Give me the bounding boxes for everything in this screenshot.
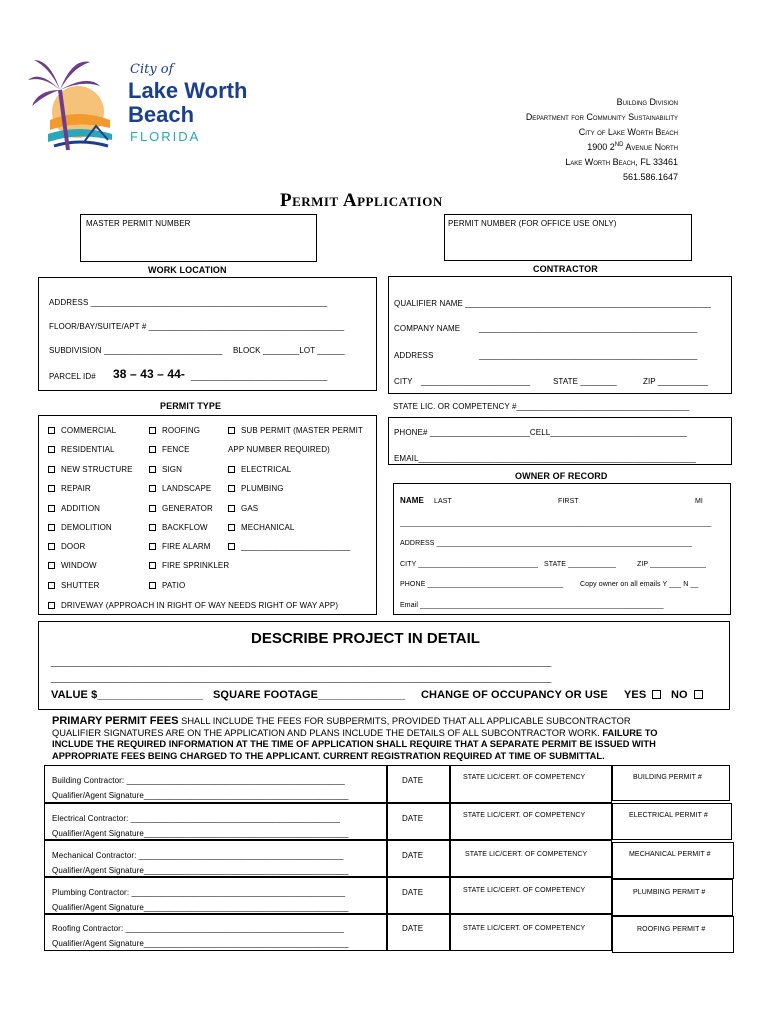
ow-address[interactable]: ADDRESS ________________________________________________________________ <box>400 540 693 547</box>
address-sup: ND <box>614 142 624 148</box>
ow-state[interactable]: STATE ____________ <box>544 561 616 568</box>
permit-row-sub-permit[interactable] <box>228 426 363 435</box>
permit-label: COMMERCIAL <box>61 426 117 435</box>
sub-row-roofing <box>44 914 387 951</box>
contractor-heading: CONTRACTOR <box>533 264 598 274</box>
wl-floor[interactable]: FLOOR/BAY/SUITE/APT # ___________________________________________ <box>49 322 345 331</box>
sub-date-label: DATE <box>402 888 424 897</box>
project-box <box>38 621 730 710</box>
permit-row-electrical[interactable] <box>228 465 291 474</box>
fees-text-2b: FAILURE TO <box>599 727 658 738</box>
fees-text-2: QUALIFIER SIGNATURES ARE ON THE APPLICATION AND PLANS INCLUDE THE DETAILS OF ALL SUBCONTRACTOR WORK. <box>52 727 600 738</box>
checkbox-icon[interactable] <box>149 582 156 589</box>
permit-row-generator[interactable] <box>149 504 213 513</box>
sub-lic-box[interactable] <box>450 840 612 877</box>
sub-date-box[interactable] <box>387 914 450 951</box>
ow-last: LAST <box>434 498 452 505</box>
sub-lic-box[interactable] <box>450 914 612 951</box>
checkbox-icon[interactable] <box>228 427 235 434</box>
sub-permit-label: BUILDING PERMIT # <box>633 774 702 781</box>
ct-state[interactable]: STATE ________ <box>553 377 617 386</box>
permit-row-other[interactable] <box>228 542 350 551</box>
permit-row-gas[interactable] <box>228 504 258 513</box>
ow-name-line[interactable]: ______________________________________________________________________________ <box>400 520 712 527</box>
checkbox-icon[interactable] <box>652 690 661 699</box>
permit-sub-note: APP NUMBER REQUIRED) <box>228 445 330 454</box>
permit-label: LANDSCAPE <box>162 484 212 493</box>
permit-type-box <box>38 415 377 615</box>
permit-type-heading: PERMIT TYPE <box>160 401 222 411</box>
occupancy-yes[interactable] <box>624 689 667 701</box>
checkbox-icon[interactable] <box>48 524 55 531</box>
master-permit-box[interactable] <box>80 214 317 262</box>
checkbox-icon[interactable] <box>48 466 55 473</box>
logo-city-of: City of <box>130 62 174 77</box>
project-occupancy: CHANGE OF OCCUPANCY OR USE <box>421 689 608 701</box>
checkbox-icon[interactable] <box>228 485 235 492</box>
project-line-1[interactable]: ______________________________________________________________________________________________________________ <box>51 658 552 667</box>
sub-lic-box[interactable] <box>450 765 612 803</box>
ct-address-line[interactable]: ________________________________________________ <box>479 351 698 360</box>
permit-row-landscape[interactable] <box>149 484 211 493</box>
sub-row-mechanical <box>44 840 387 877</box>
city-logo <box>20 50 260 160</box>
sub-date-box[interactable] <box>387 877 450 914</box>
fees-line-2 <box>52 728 657 740</box>
ct-zip[interactable]: ZIP ___________ <box>643 377 708 386</box>
sub-signature[interactable]: Qualifier/Agent Signature_____________________________________________ <box>52 939 349 948</box>
sub-row-plumbing <box>44 877 387 914</box>
sub-permit-label: MECHANICAL PERMIT # <box>629 851 711 858</box>
permit-row-driveway[interactable] <box>48 601 338 610</box>
office-permit-box[interactable] <box>444 214 692 261</box>
permit-label: GENERATOR <box>162 504 213 513</box>
wl-parcel-line[interactable]: ______________________________ <box>191 372 328 381</box>
ct-phone[interactable]: PHONE# ______________________CELL______________________________ <box>394 428 687 437</box>
project-sqft[interactable]: SQUARE FOOTAGE______________ <box>213 689 406 701</box>
permit-row-addition[interactable] <box>48 504 100 513</box>
ow-zip[interactable]: ZIP ______________ <box>637 561 707 568</box>
checkbox-icon[interactable] <box>149 427 156 434</box>
permit-label: REPAIR <box>61 484 91 493</box>
sub-contractor[interactable]: Roofing Contractor: ________________________________________________ <box>52 924 344 933</box>
sub-lic-label: STATE LIC/CERT. OF COMPETENCY <box>463 925 586 932</box>
permit-label: DEMOLITION <box>61 523 112 532</box>
checkbox-icon[interactable] <box>48 582 55 589</box>
sub-permit-box[interactable] <box>612 916 734 953</box>
permit-row-demolition[interactable] <box>48 523 112 532</box>
ct-company-label: COMPANY NAME <box>394 324 461 333</box>
sub-signature[interactable]: Qualifier/Agent Signature_____________________________________________ <box>52 903 349 912</box>
sub-lic-label: STATE LIC/CERT. OF COMPETENCY <box>463 887 586 894</box>
permit-label: ________________________ <box>241 542 351 551</box>
wl-block[interactable]: BLOCK ________LOT ______ <box>233 346 345 355</box>
permit-label: BACKFLOW <box>162 523 208 532</box>
permit-label: GAS <box>241 504 259 513</box>
checkbox-icon[interactable] <box>149 543 156 550</box>
permit-label: DOOR <box>61 542 86 551</box>
permit-row-commercial[interactable] <box>48 426 116 435</box>
contractor-box <box>388 276 732 394</box>
permit-label: FENCE <box>162 445 190 454</box>
owner-heading: OWNER OF RECORD <box>515 471 608 481</box>
wl-subdivision[interactable]: SUBDIVISION __________________________ <box>49 346 223 355</box>
sub-date-box[interactable] <box>387 803 450 840</box>
permit-label: MECHANICAL <box>241 523 295 532</box>
ct-email[interactable]: EMAIL_____________________________________________________________ <box>394 454 697 463</box>
sub-date-box[interactable] <box>387 765 450 803</box>
sub-signature[interactable]: Qualifier/Agent Signature_____________________________________________ <box>52 829 349 838</box>
yes-label: YES <box>624 689 647 701</box>
permit-row-plumbing[interactable] <box>228 484 284 493</box>
sub-signature[interactable]: Qualifier/Agent Signature_____________________________________________ <box>52 791 349 800</box>
fees-lead: PRIMARY PERMIT FEES <box>52 715 179 727</box>
palm-tree-icon <box>20 50 130 160</box>
checkbox-icon[interactable] <box>228 505 235 512</box>
sub-row-electrical <box>44 803 387 840</box>
sub-permit-box[interactable] <box>612 765 730 801</box>
permit-label: WINDOW <box>61 561 97 570</box>
checkbox-icon[interactable] <box>48 505 55 512</box>
permit-label: PLUMBING <box>241 484 284 493</box>
checkbox-icon[interactable] <box>149 485 156 492</box>
owner-box <box>393 483 731 615</box>
sub-date-box[interactable] <box>387 840 450 877</box>
sub-permit-box[interactable] <box>612 842 734 879</box>
sub-row-building <box>44 765 387 803</box>
permit-row-window[interactable] <box>48 561 97 570</box>
office-permit-label: PERMIT NUMBER (FOR OFFICE USE ONLY) <box>448 219 617 228</box>
permit-row-repair[interactable] <box>48 484 91 493</box>
dept-line3: City of Lake Worth Beach <box>578 127 678 137</box>
address-number: 1900 2 <box>587 142 615 152</box>
sub-contractor[interactable]: Building Contractor: ________________________________________________ <box>52 776 345 785</box>
permit-row-mechanical[interactable] <box>228 523 294 532</box>
sub-contractor[interactable]: Mechanical Contractor: _____________________________________________ <box>52 851 344 860</box>
address-rest: Avenue North <box>623 142 678 152</box>
permit-row-residential[interactable] <box>48 445 115 454</box>
checkbox-icon[interactable] <box>48 427 55 434</box>
ct-city-line[interactable]: ________________________ <box>421 377 531 386</box>
work-location-box <box>38 277 377 391</box>
wl-address[interactable]: ADDRESS ____________________________________________________ <box>49 298 328 307</box>
sub-date-label: DATE <box>402 851 424 860</box>
ow-mi: MI <box>695 498 703 505</box>
no-label: NO <box>671 689 688 701</box>
sub-signature[interactable]: Qualifier/Agent Signature_____________________________________________ <box>52 866 349 875</box>
dept-address <box>587 142 678 152</box>
checkbox-icon[interactable] <box>149 466 156 473</box>
sub-date-label: DATE <box>402 776 424 785</box>
fees-paragraph <box>52 716 657 762</box>
fees-line-1 <box>52 716 657 728</box>
permit-row-fence[interactable] <box>149 445 190 454</box>
dept-line2: Department for Community Sustainability <box>525 112 678 122</box>
ow-first: FIRST <box>558 498 579 505</box>
permit-row-patio[interactable] <box>149 581 185 590</box>
checkbox-icon[interactable] <box>48 446 55 453</box>
ct-qualifier[interactable]: QUALIFIER NAME ______________________________________________________ <box>394 299 711 308</box>
sub-contractor[interactable]: Electrical Contractor: ______________________________________________ <box>52 814 341 823</box>
logo-state: FLORIDA <box>130 129 201 144</box>
permit-label: FIRE ALARM <box>162 542 211 551</box>
permit-label: DRIVEWAY (APPROACH IN RIGHT OF WAY NEEDS RIGHT OF WAY APP) <box>61 601 339 610</box>
sub-lic-box[interactable] <box>450 877 612 914</box>
permit-label: PATIO <box>162 581 186 590</box>
contractor-phone-box <box>388 417 732 465</box>
project-line-2[interactable]: ______________________________________________________________________________________________________________ <box>51 674 552 683</box>
checkbox-icon[interactable] <box>48 543 55 550</box>
checkbox-icon[interactable] <box>228 524 235 531</box>
logo-line1: Lake Worth <box>128 78 248 103</box>
sub-lic-label: STATE LIC/CERT. OF COMPETENCY <box>463 812 586 819</box>
checkbox-icon[interactable] <box>228 466 235 473</box>
ow-phone[interactable]: PHONE __________________________________ <box>400 581 564 588</box>
sub-date-label: DATE <box>402 924 424 933</box>
checkbox-icon[interactable] <box>149 562 156 569</box>
sub-date-label: DATE <box>402 814 424 823</box>
permit-row-shutter[interactable] <box>48 581 99 590</box>
permit-label: ELECTRICAL <box>241 465 292 474</box>
permit-row-new-structure[interactable] <box>48 465 133 474</box>
checkbox-icon[interactable] <box>48 562 55 569</box>
permit-row-fire-alarm[interactable] <box>149 542 211 551</box>
checkbox-icon[interactable] <box>694 690 703 699</box>
permit-label: ROOFING <box>162 426 201 435</box>
permit-label: NEW STRUCTURE <box>61 465 133 474</box>
checkbox-icon[interactable] <box>149 505 156 512</box>
sub-permit-label: PLUMBING PERMIT # <box>633 889 706 896</box>
sub-permit-box[interactable] <box>612 803 732 840</box>
dept-line1: Building Division <box>616 97 678 107</box>
sub-permit-label: ELECTRICAL PERMIT # <box>629 812 708 819</box>
permit-row-door[interactable] <box>48 542 85 551</box>
fees-line-3: INCLUDE THE REQUIRED INFORMATION AT THE TIME OF APPLICATION SHALL REQUIRE THAT A SEPARATE PERMIT BE ISSUED WITH <box>52 739 656 749</box>
ct-address-label: ADDRESS <box>394 351 434 360</box>
sub-contractor[interactable]: Plumbing Contractor: _______________________________________________ <box>52 888 346 897</box>
wl-parcel-label: PARCEL ID# <box>49 372 96 381</box>
checkbox-icon[interactable] <box>48 485 55 492</box>
work-location-heading: WORK LOCATION <box>148 265 227 275</box>
sub-lic-box[interactable] <box>450 803 612 840</box>
ct-company-line[interactable]: ________________________________________________ <box>479 324 698 333</box>
permit-row-fire-sprinkler[interactable] <box>149 561 229 570</box>
dept-phone: 561.586.1647 <box>622 172 678 182</box>
checkbox-icon[interactable] <box>149 524 156 531</box>
ow-copy[interactable]: Copy owner on all emails Y ___ N __ <box>580 581 699 588</box>
dept-city: Lake Worth Beach, FL 33461 <box>565 157 678 167</box>
permit-label: FIRE SPRINKLER <box>162 561 230 570</box>
fees-line-4: APPROPRIATE FEES BEING CHARGED TO THE APPLICANT. CURRENT REGISTRATION REQUIRED AT TIME OF SUBMITTAL. <box>52 750 605 761</box>
permit-label: SHUTTER <box>61 581 100 590</box>
ct-city-label: CITY <box>394 377 413 386</box>
checkbox-icon[interactable] <box>48 602 55 609</box>
ow-email[interactable]: Email _____________________________________________________________ <box>400 602 664 609</box>
permit-row-sign[interactable] <box>149 465 182 474</box>
project-value[interactable]: VALUE $_________________ <box>51 689 204 701</box>
master-permit-label: MASTER PERMIT NUMBER <box>86 219 191 228</box>
sub-permit-box[interactable] <box>612 879 733 916</box>
subs-table <box>44 765 744 960</box>
ow-name: NAME <box>400 496 424 505</box>
wl-parcel-value: 38 – 43 – 44- <box>113 367 186 381</box>
page-title: Permit Application <box>280 190 443 211</box>
ct-license[interactable]: STATE LIC. OR COMPETENCY #______________________________________ <box>393 402 690 411</box>
sub-lic-label: STATE LIC/CERT. OF COMPETENCY <box>463 774 586 781</box>
permit-label: SUB PERMIT (MASTER PERMIT <box>241 426 363 435</box>
project-heading: DESCRIBE PROJECT IN DETAIL <box>251 630 480 647</box>
permit-row-backflow[interactable] <box>149 523 208 532</box>
permit-label: ADDITION <box>61 504 101 513</box>
checkbox-icon[interactable] <box>149 446 156 453</box>
checkbox-icon[interactable] <box>228 543 235 550</box>
logo-line2: Beach <box>128 102 195 127</box>
sub-permit-label: ROOFING PERMIT # <box>637 926 706 933</box>
sub-lic-label: STATE LIC/CERT. OF COMPETENCY <box>465 851 588 858</box>
permit-row-roofing[interactable] <box>149 426 200 435</box>
occupancy-no[interactable] <box>671 689 709 701</box>
fees-text-1: SHALL INCLUDE THE FEES FOR SUBPERMITS, PROVIDED THAT ALL APPLICABLE SUBCONTRACTOR <box>178 716 631 726</box>
permit-label: RESIDENTIAL <box>61 445 115 454</box>
permit-label: SIGN <box>162 465 182 474</box>
ow-city[interactable]: CITY ______________________________ <box>400 561 539 568</box>
